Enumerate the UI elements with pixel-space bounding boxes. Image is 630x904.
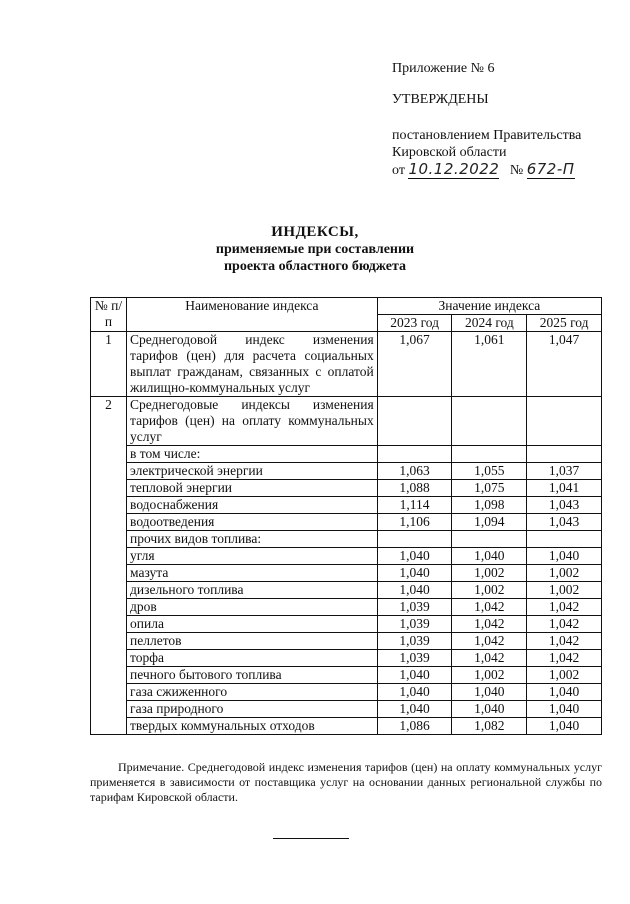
table-row [91, 616, 602, 633]
value-2025: 1,040 [527, 548, 602, 565]
col-values-header: Значение индекса [377, 298, 601, 315]
row-name: тепловой энергии [127, 480, 378, 497]
value-2023: 1,040 [377, 684, 452, 701]
value-2024: 1,042 [452, 650, 527, 667]
date-prefix: от [392, 163, 405, 178]
year-2025-header: 2025 год [527, 315, 602, 332]
value-2025 [527, 397, 602, 446]
value-2024 [452, 397, 527, 446]
value-2024 [452, 446, 527, 463]
value-2025: 1,043 [527, 514, 602, 531]
row-name: печного бытового топлива [127, 667, 378, 684]
value-2025: 1,002 [527, 582, 602, 599]
value-2023: 1,039 [377, 616, 452, 633]
value-2025: 1,042 [527, 616, 602, 633]
row-name: твердых коммунальных отходов [127, 718, 378, 735]
table-row [91, 718, 602, 735]
table-row [91, 650, 602, 667]
table-row [91, 497, 602, 514]
table-row [91, 599, 602, 616]
appendix-label: Приложение № 6 [392, 61, 495, 76]
value-2025: 1,040 [527, 718, 602, 735]
table-row [91, 667, 602, 684]
table-row [91, 548, 602, 565]
handwritten-number: 672-П [526, 160, 575, 178]
value-2025: 1,042 [527, 599, 602, 616]
indices-table [90, 297, 602, 735]
value-2023: 1,040 [377, 548, 452, 565]
value-2024: 1,040 [452, 701, 527, 718]
table-row [91, 582, 602, 599]
value-2023: 1,088 [377, 480, 452, 497]
value-2025: 1,042 [527, 633, 602, 650]
value-2025: 1,040 [527, 684, 602, 701]
end-rule [273, 838, 349, 839]
value-2024: 1,075 [452, 480, 527, 497]
value-2023: 1,106 [377, 514, 452, 531]
table-row [91, 531, 602, 548]
value-2024 [452, 531, 527, 548]
value-2023: 1,040 [377, 701, 452, 718]
value-2025: 1,041 [527, 480, 602, 497]
value-2023: 1,039 [377, 633, 452, 650]
row-name: в том числе: [127, 446, 378, 463]
value-2023: 1,086 [377, 718, 452, 735]
value-2024: 1,082 [452, 718, 527, 735]
table-row [91, 480, 602, 497]
value-2023: 1,114 [377, 497, 452, 514]
col-num-header: № п/п [91, 298, 127, 332]
value-2024: 1,042 [452, 616, 527, 633]
table-row [91, 633, 602, 650]
value-2023: 1,039 [377, 650, 452, 667]
row-name: дизельного топлива [127, 582, 378, 599]
title-main: ИНДЕКСЫ, [271, 224, 359, 240]
row-name: водоснабжения [127, 497, 378, 514]
value-2024: 1,002 [452, 582, 527, 599]
value-2025: 1,043 [527, 497, 602, 514]
row-name: опила [127, 616, 378, 633]
row-name: угля [127, 548, 378, 565]
handwritten-date: 10.12.2022 [408, 160, 500, 178]
table-row [91, 446, 602, 463]
approval-block [392, 60, 622, 179]
value-2024: 1,055 [452, 463, 527, 480]
table-row [91, 684, 602, 701]
value-2023 [377, 531, 452, 548]
year-2023-header: 2023 год [377, 315, 452, 332]
value-2024: 1,061 [452, 332, 527, 397]
value-2024: 1,042 [452, 599, 527, 616]
table-row [91, 514, 602, 531]
table-row [91, 463, 602, 480]
value-2024: 1,098 [452, 497, 527, 514]
value-2023 [377, 446, 452, 463]
table-row [91, 565, 602, 582]
value-2025 [527, 531, 602, 548]
value-2025: 1,047 [527, 332, 602, 397]
value-2024: 1,040 [452, 684, 527, 701]
value-2023: 1,040 [377, 667, 452, 684]
row-num: 2 [91, 397, 127, 735]
number-prefix: № [509, 163, 524, 178]
value-2024: 1,002 [452, 667, 527, 684]
footnote-text: Примечание. Среднегодовой индекс изменения тарифов (цен) на оплату коммунальных услуг применяется в зависимости от поставщика услуг на основании данных региональной службы по тарифам Кировской области. [90, 760, 602, 804]
row-name: электрической энергии [127, 463, 378, 480]
row-name: торфа [127, 650, 378, 667]
table-row [91, 701, 602, 718]
row-name: мазута [127, 565, 378, 582]
year-2024-header: 2024 год [452, 315, 527, 332]
document-title [0, 224, 630, 275]
resolution-date-number [392, 161, 622, 179]
value-2023 [377, 397, 452, 446]
value-2023: 1,040 [377, 582, 452, 599]
row-name: пеллетов [127, 633, 378, 650]
value-2023: 1,067 [377, 332, 452, 397]
row-name: Среднегодовой индекс изменения тарифов (цен) для расчета социальных выплат гражданам, связанных с оплатой жилищно-коммунальных услуг [127, 332, 378, 397]
value-2024: 1,040 [452, 548, 527, 565]
approved-label: УТВЕРЖДЕНЫ [392, 92, 489, 107]
table-row [91, 397, 602, 446]
value-2025 [527, 446, 602, 463]
row-name: Среднегодовые индексы изменения тарифов (цен) на оплату коммунальных услуг [127, 397, 378, 446]
value-2024: 1,042 [452, 633, 527, 650]
value-2025: 1,042 [527, 650, 602, 667]
title-line3: проекта областного бюджета [223, 259, 407, 274]
value-2025: 1,002 [527, 565, 602, 582]
row-num: 1 [91, 332, 127, 397]
row-name: газа сжиженного [127, 684, 378, 701]
value-2025: 1,040 [527, 701, 602, 718]
row-name: водоотведения [127, 514, 378, 531]
value-2023: 1,039 [377, 599, 452, 616]
table-header-row [91, 298, 602, 315]
value-2023: 1,040 [377, 565, 452, 582]
approved-by-line2: Кировской области [392, 145, 507, 160]
row-name: дров [127, 599, 378, 616]
col-name-header: Наименование индекса [127, 298, 378, 332]
table-row [91, 332, 602, 397]
footnote [90, 760, 602, 805]
row-name: газа природного [127, 701, 378, 718]
value-2024: 1,094 [452, 514, 527, 531]
value-2024: 1,002 [452, 565, 527, 582]
row-name: прочих видов топлива: [127, 531, 378, 548]
value-2023: 1,063 [377, 463, 452, 480]
value-2025: 1,002 [527, 667, 602, 684]
approved-by-line1: постановлением Правительства [392, 128, 582, 143]
title-line2: применяемые при составлении [215, 242, 415, 257]
value-2025: 1,037 [527, 463, 602, 480]
